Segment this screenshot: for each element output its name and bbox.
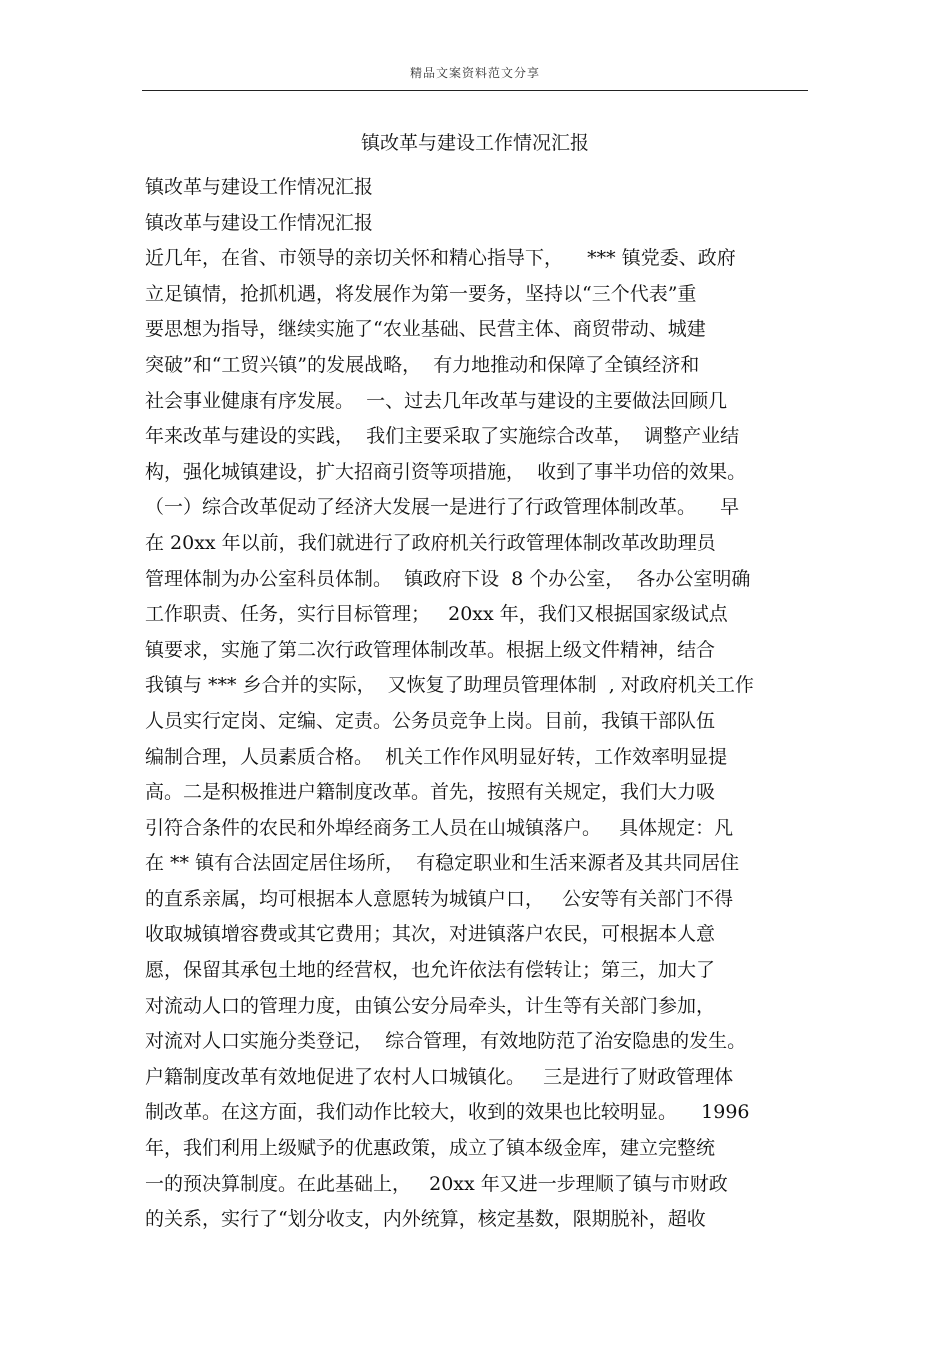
body-line: 镇要求，实施了第二次行政管理体制改革。根据上级文件精神，结合: [145, 638, 716, 661]
body-line: 要思想为指导，继续实施了“农业基础、民营主体、商贸带动、城建: [145, 318, 706, 341]
body-line: 管理体制为办公室科员体制。 镇政府下设 8 个办公室， 各办公室明确: [145, 567, 751, 590]
body-line: 对流动人口的管理力度，由镇公安分局牵头，计生等有关部门参加，: [145, 994, 716, 1017]
body-line: 制改革。在这方面，我们动作比较大，收到的效果也比较明显。 1996: [145, 1101, 750, 1124]
body-line: 愿，保留其承包土地的经营权，也允许依法有偿转让；第三，加大了: [145, 959, 716, 982]
body-line: 镇改革与建设工作情况汇报: [145, 176, 374, 198]
body-line: （一）综合改革促动了经济大发展一是进行了行政管理体制改革。 早: [145, 496, 740, 519]
body-line: 突破”和“工贸兴镇”的发展战略， 有力地推动和保障了全镇经济和: [145, 353, 700, 376]
document-title: 镇改革与建设工作情况汇报: [360, 132, 589, 154]
body-line: 收取城镇增容费或其它费用；其次，对进镇落户农民，可根据本人意: [145, 923, 716, 946]
document-body: [145, 170, 815, 1238]
body-line: 年，我们利用上级赋予的优惠政策，成立了镇本级金库，建立完整统: [145, 1137, 716, 1160]
body-line: 一的预决算制度。在此基础上， 20xx 年又进一步理顺了镇与市财政: [145, 1172, 728, 1195]
body-line: 近几年，在省、市领导的亲切关怀和精心指导下， *** 镇党委、政府: [145, 247, 736, 270]
body-line: 编制合理，人员素质合格。 机关工作作风明显好转，工作效率明显提: [145, 745, 728, 768]
body-line: 在 ** 镇有合法固定居住场所， 有稳定职业和生活来源者及其共同居住: [145, 852, 740, 875]
body-line: 立足镇情，抢抓机遇，将发展作为第一要务，坚持以“三个代表”重: [145, 282, 697, 305]
body-line: 人员实行定岗、定编、定责。公务员竞争上岗。目前，我镇干部队伍: [145, 709, 716, 732]
body-line: 户籍制度改革有效地促进了农村人口城镇化。 三是进行了财政管理体: [145, 1065, 734, 1088]
body-line: 高。二是积极推进户籍制度改革。首先，按照有关规定，我们大力吸: [145, 781, 716, 804]
body-line: 对流对人口实施分类登记， 综合管理，有效地防范了治安隐患的发生。: [145, 1030, 747, 1053]
body-line: 社会事业健康有序发展。 一、过去几年改革与建设的主要做法回顾几: [145, 389, 728, 412]
body-line: 的直系亲属，均可根据本人意愿转为城镇户口， 公安等有关部门不得: [145, 887, 734, 910]
body-line: 引符合条件的农民和外埠经商务工人员在山城镇落户。 具体规定：凡: [145, 816, 734, 839]
header-divider: [142, 90, 808, 91]
body-line: 的关系，实行了“划分收支，内外统算，核定基数，限期脱补，超收: [145, 1208, 706, 1231]
body-line: 镇改革与建设工作情况汇报: [145, 211, 374, 234]
body-line: 构，强化城镇建设，扩大招商引资等项措施， 收到了事半功倍的效果。: [145, 460, 747, 483]
body-line: 工作职责、任务，实行目标管理； 20xx 年，我们又根据国家级试点: [145, 603, 728, 626]
body-line: 年来改革与建设的实践， 我们主要采取了实施综合改革， 调整产业结: [145, 425, 740, 448]
header-text: 精品文案资料范文分享: [409, 66, 540, 80]
body-line: 在 20xx 年以前，我们就进行了政府机关行政管理体制改革改助理员: [145, 531, 716, 554]
body-line: 我镇与 *** 乡合并的实际， 又恢复了助理员管理体制 , 对政府机关工作: [145, 674, 754, 697]
